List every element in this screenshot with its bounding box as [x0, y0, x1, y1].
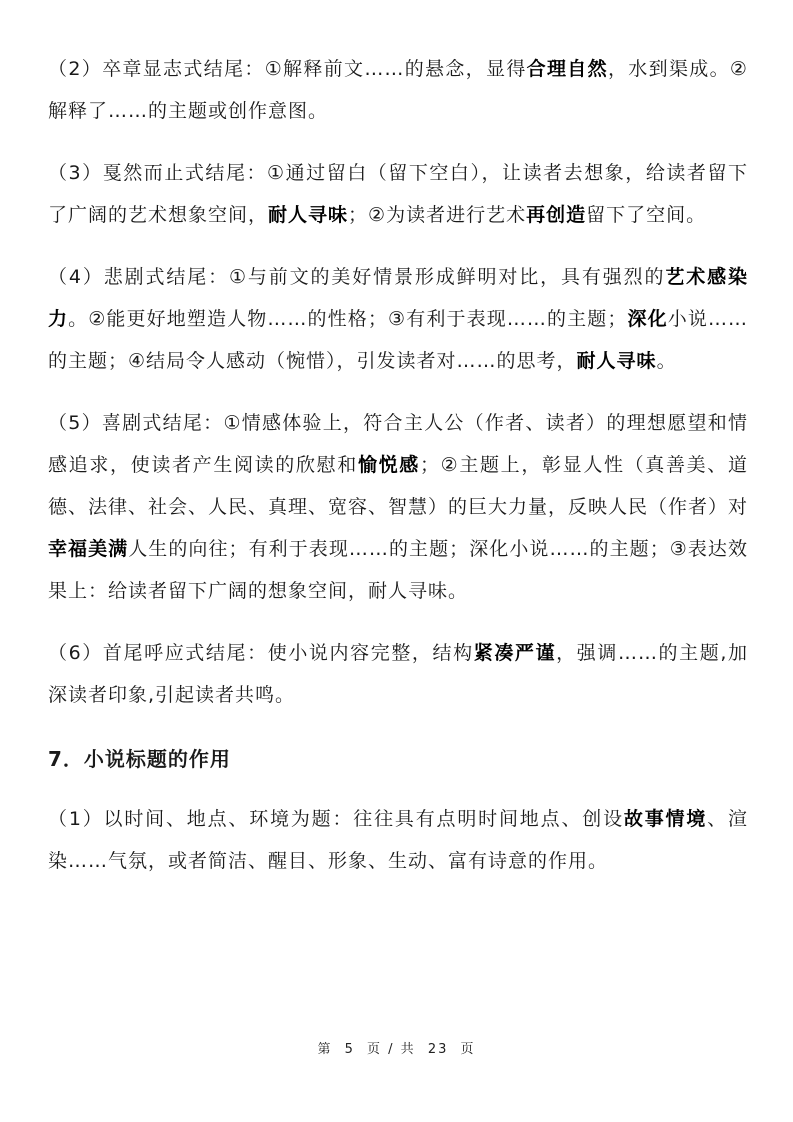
emphasis-text: 耐人寻味	[576, 350, 657, 372]
emphasis-text: 合理自然	[526, 58, 608, 80]
paragraph-item	[48, 632, 748, 716]
body-text: 以时间、地点、环境为题：往往具有点明时间地点、创设	[103, 808, 624, 830]
paragraph-item	[48, 798, 748, 882]
emphasis-text: 再创造	[526, 204, 587, 226]
body-text: 喜剧式结尾：①情感体验上，符合主人公（作者、读者）的理想愿望和情感追求，使读者产生阅读的欣慰和	[48, 412, 748, 476]
body-text: ；②主题上，彰显人性（真善美、道德、法律、社会、人民、真理、宽容、智慧）的巨大力量，反映人民（作者）对	[48, 454, 749, 518]
emphasis-text: 深化	[627, 308, 668, 330]
emphasis-text: 艺术感染力	[48, 266, 748, 330]
paragraph-item	[48, 402, 748, 612]
body-text: ，强调……的主题,加深读者印象,引起读者共鸣。	[48, 642, 748, 706]
current-page-number: 5	[344, 1042, 355, 1057]
item-number: （2）	[48, 58, 103, 80]
section-heading: 7．小说标题的作用	[48, 747, 231, 771]
total-page-count: 23	[427, 1042, 449, 1057]
footer-prefix: 第	[317, 1042, 333, 1057]
body-text: 留下了空间。	[586, 204, 707, 226]
body-text: 悲剧式结尾：①与前文的美好情景形成鲜明对比，具有强烈的	[103, 266, 666, 288]
item-number: （5）	[48, 412, 102, 434]
body-text: 戛然而止式结尾：①通过留白（留下空白），让读者去想象，给读者留下了广阔的艺术想象空间，	[48, 162, 748, 226]
page-footer	[0, 1038, 793, 1057]
body-text: 卒章显志式结尾：①解释前文……的悬念，显得	[102, 58, 527, 80]
title-function-list	[48, 798, 748, 882]
body-text: ，水到渠成。②解释了……的主题或创作意图。	[48, 58, 748, 122]
item-number: （3）	[48, 162, 103, 184]
paragraph-item	[48, 48, 748, 132]
body-text: 首尾呼应式结尾：使小说内容完整，结构	[102, 642, 474, 664]
body-text: 人生的向往；有利于表现……的主题；深化小说……的主题；③表达效果上：给读者留下广阔的想象空间，耐人寻味。	[48, 538, 748, 602]
item-number: （1）	[48, 808, 104, 830]
paragraph-item	[48, 256, 748, 382]
footer-mid: 页 / 共	[367, 1042, 416, 1057]
emphasis-text: 愉悦感	[357, 454, 420, 476]
ending-types-list	[48, 48, 748, 716]
body-text: 小说……的主题；④结局令人感动（惋惜），引发读者对……的思考，	[48, 308, 748, 372]
body-text: ；②为读者进行艺术	[348, 204, 527, 226]
item-number: （6）	[48, 642, 103, 664]
footer-suffix: 页	[460, 1042, 476, 1057]
emphasis-text: 幸福美满	[48, 538, 129, 560]
emphasis-text: 耐人寻味	[268, 204, 349, 226]
body-text: 、渲染……气氛，或者简洁、醒目、形象、生动、富有诗意的作用。	[48, 808, 748, 872]
body-text: 。②能更好地塑造人物……的性格；③有利于表现……的主题；	[68, 308, 628, 330]
emphasis-text: 紧凑严谨	[473, 642, 557, 664]
body-text: 。	[656, 350, 677, 372]
document-page	[48, 48, 748, 882]
emphasis-text: 故事情境	[623, 808, 708, 830]
paragraph-item	[48, 152, 748, 236]
item-number: （4）	[48, 266, 104, 288]
